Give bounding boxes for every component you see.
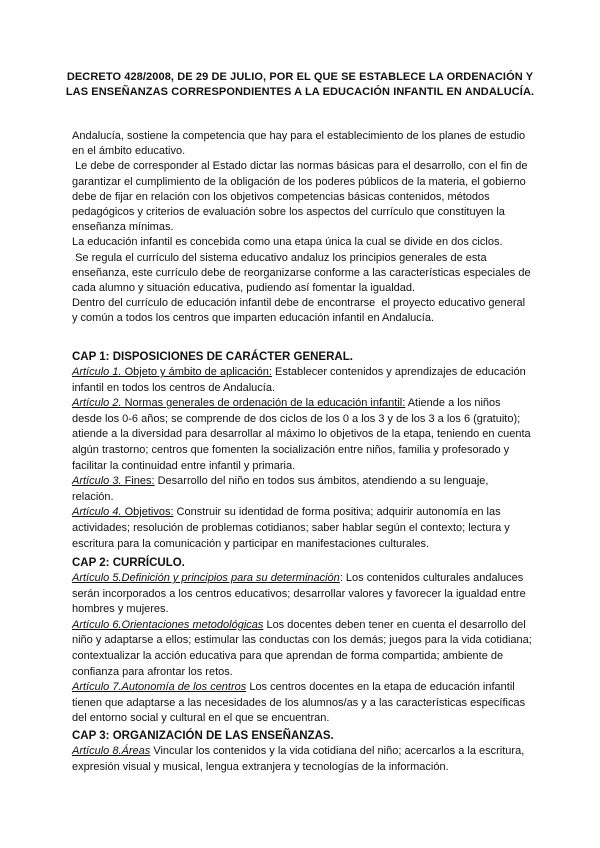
article-text: Desarrollo del niño en todos sus ámbitos, atendiendo a su lenguaje, relación. <box>72 475 489 503</box>
article-paragraph <box>72 571 532 618</box>
intro-paragraph: Le debe de corresponder al Estado dictar las normas básicas para el desarrollo, con el fin de garantizar el cumplimiento de la obligación de los poderes públicos de la materia, el gobierno debe de fijar en relación con los objetivos competencias básicas contenidos, métodos pedagógicos y criterios de evaluación sobre los aspectos del currículo que constituyen la enseñanza mínimas. <box>72 160 531 234</box>
chapter-heading: CAP 3: ORGANIZACIÓN DE LAS ENSEÑANZAS. <box>72 730 334 742</box>
article-paragraph <box>72 365 532 396</box>
article-text: Atiende a los niños desde los 0-6 años; se comprende de dos ciclos de los 0 a los 3 y de los 3 a los 6 (gratuito); atiende a la diversidad para desarrollar al máximo lo objetivos de la etapa, teniendo en cuenta algún trastorno; centros que fomenten la socialización entre niños, familia y profesorado y facilitar la continuidad entre infantil y primaria. <box>72 397 531 472</box>
article-label: Artículo 5.Definición y principios para su determinación <box>72 572 340 584</box>
article-text: Vincular los contenidos y la vida cotidiana del niño; acercarlos a la escritura, expresión visual y musical, lengua extranjera y tecnologías de la información. <box>72 745 525 773</box>
article-text: Establecer contenidos y aprendizajes de educación infantil en todos los centros de Andalucía. <box>72 366 526 394</box>
article-label: Artículo 8.Áreas <box>72 745 151 757</box>
chapter-1 <box>72 349 532 552</box>
article-paragraph <box>72 505 532 552</box>
article-title: Objetivos: <box>121 506 174 519</box>
article-label: Artículo 6.Orientaciones metodológicas <box>72 618 264 631</box>
chapter-heading: CAP 2: CURRÍCULO. <box>72 557 185 569</box>
article-title: Objeto y ámbito de aplicación: <box>121 366 272 378</box>
article-label: Artículo 2. <box>72 397 122 410</box>
intro-section <box>72 129 532 327</box>
article-text: Los centros docentes en la etapa de educación infantil tienen que adaptarse a las necesidades de los alumnos/as y a las características específicas del entorno social y cultural en el que se encuentran. <box>72 681 526 725</box>
article-paragraph <box>72 396 532 474</box>
article-text: : Los contenidos culturales andaluces serán incorporados a los centros educativos; desarrollar valores y favorecer la igualdad entre hombres y mujeres. <box>72 572 526 616</box>
chapter-3 <box>72 728 532 775</box>
article-label: Artículo 7.Autonomía de los centros <box>72 681 247 694</box>
article-label: Artículo 3. <box>72 475 122 488</box>
article-paragraph <box>72 680 532 727</box>
article-title: Normas generales de ordenación de la educación infantil: <box>121 397 406 410</box>
article-label: Artículo 4. <box>72 506 122 519</box>
intro-paragraph: Dentro del currículo de educación infantil debe de encontrarse el proyecto educativo general y común a todos los centros que imparten educación infantil en Andalucía. <box>72 297 529 325</box>
article-paragraph <box>72 618 532 680</box>
article-paragraph <box>72 744 532 775</box>
article-label: Artículo 1. <box>72 366 122 378</box>
document-title: DECRETO 428/2008, DE 29 DE JULIO, POR EL QUE SE ESTABLECE LA ORDENACIÓN Y LAS ENSEÑANZAS CORRESPONDIENTES A LA EDUCACIÓN INFANTIL EN ANDALUCÍA. <box>65 71 535 98</box>
intro-paragraph: La educación infantil es concebida como una etapa única la cual se divide en dos ciclos. <box>72 236 503 249</box>
intro-paragraph: Se regula el currículo del sistema educativo andaluz los principios generales de esta enseñanza, este currículo debe de reorganizarse conforme a las características especiales de cada alumno y situación educativa, pudiendo así fomentar la igualdad. <box>72 251 534 295</box>
chapter-2 <box>72 555 532 727</box>
article-text: Los docentes deben tener en cuenta el desarrollo del niño y adaptarse a ellos; estimular las conductas con los demás; juegos para la vida cotidiana; contextualizar la acción educativa para que aprendan de forma compartida; ambiente de confianza para afrontar los retos. <box>72 618 532 678</box>
article-paragraph <box>72 474 532 505</box>
chapter-heading: CAP 1: DISPOSICIONES DE CARÁCTER GENERAL. <box>72 351 353 363</box>
article-text: Construir su identidad de forma positiva; adquirir autonomía en las actividades; resolución de problemas cotidianos; saber hablar según el contexto; lectura y escritura para la comunicación y participar en manifestaciones culturales. <box>72 506 510 550</box>
article-title: Fines: <box>121 475 155 488</box>
intro-paragraph: Andalucía, sostiene la competencia que hay para el establecimiento de los planes de estudio en el ámbito educativo. <box>72 130 529 158</box>
